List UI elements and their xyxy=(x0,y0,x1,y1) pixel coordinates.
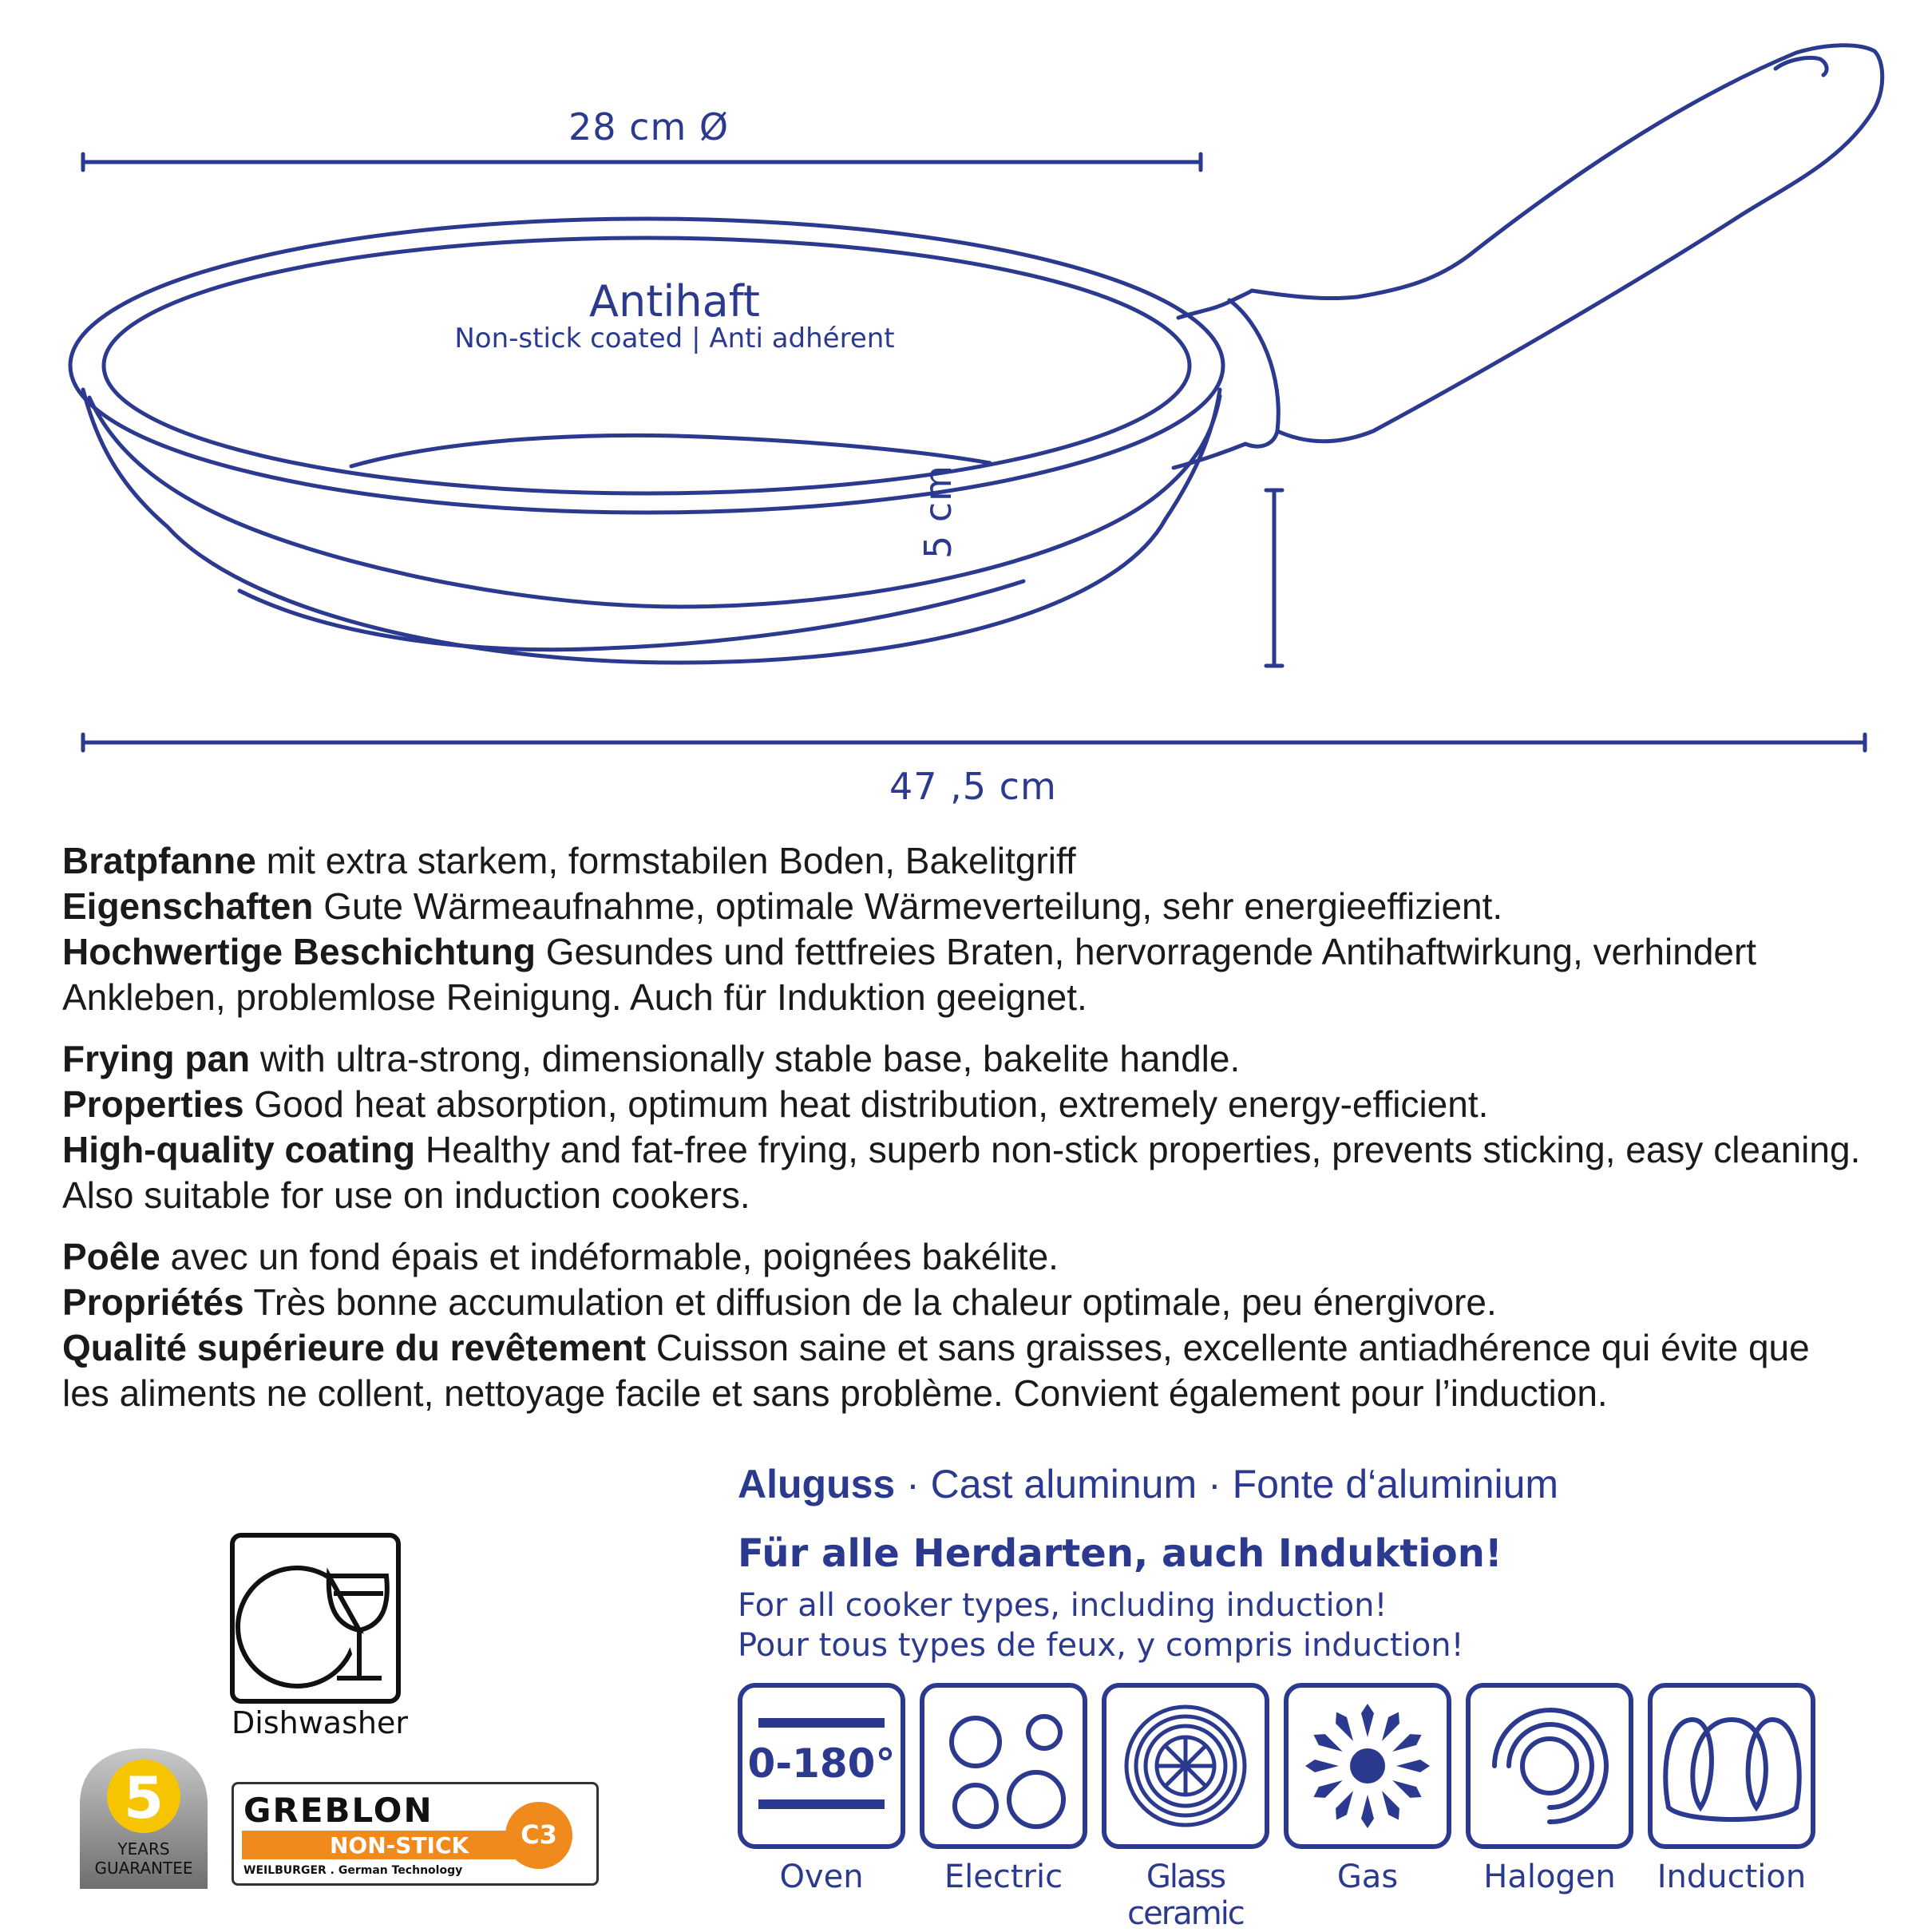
greblon-badge xyxy=(232,1782,599,1886)
coating-subtitle: Non-stick coated | Anti adhérent xyxy=(454,323,895,354)
description-line: Propriétés Très bonne accumulation et diffusion de la chaleur optimale, peu énergivore. xyxy=(62,1281,1497,1323)
stove-label-electric: Electric xyxy=(944,1859,1063,1895)
stove-label-induction: Induction xyxy=(1657,1859,1807,1895)
halogen-icon xyxy=(1466,1683,1633,1849)
material-line: Aluguss · Cast aluminum · Fonte d‘aluminium xyxy=(738,1462,1559,1506)
stove-label-gas: Gas xyxy=(1336,1859,1399,1895)
glass-ceramic-icon xyxy=(1102,1683,1269,1849)
description-line: Eigenschaften Gute Wärmeaufnahme, optimale Wärmeverteilung, sehr energieeffizient. xyxy=(62,885,1503,927)
greblon-footer: WEILBURGER . German Technology xyxy=(243,1864,463,1877)
diameter-label: 28 cm Ø xyxy=(568,105,730,148)
pan-handle xyxy=(1174,46,1882,468)
oven-icon xyxy=(738,1683,905,1849)
diameter-line xyxy=(83,154,1201,170)
description-line: High-quality coating Healthy and fat-free frying, superb non-stick properties, prevents sticking, easy cleaning. Also suitable for use on induction cookers. xyxy=(62,1129,1861,1216)
description-line: Bratpfanne mit extra starkem, formstabilen Boden, Bakelitgriff xyxy=(62,840,1076,881)
description-line: Hochwertige Beschichtung Gesundes und fettfreies Braten, hervorragende Antihaftwirkung, verhindert Ankleben, problemlose Reinigung. Auch für Induktion geeignet. xyxy=(62,931,1757,1018)
guarantee-label: GUARANTEE xyxy=(94,1859,193,1878)
greblon-brand: GREBLON xyxy=(243,1791,433,1830)
guarantee-years: 5 xyxy=(123,1764,164,1831)
electric-icon xyxy=(920,1683,1087,1849)
coating-title: Antihaft xyxy=(589,276,760,327)
pan-diagram xyxy=(0,0,1916,830)
oven-temp: 0-180° xyxy=(747,1740,896,1787)
stove-label-oven: Oven xyxy=(779,1859,864,1895)
stove-label-halogen: Halogen xyxy=(1483,1859,1616,1895)
cookers-line-fr: Pour tous types de feux, y compris induction! xyxy=(738,1627,1464,1664)
greblon-grade: C3 xyxy=(521,1819,557,1850)
description-line: Qualité supérieure du revêtement Cuisson saine et sans graisses, excellente antiadhérence qui évite que les aliments ne collent, nettoyage facile et sans problème. Convient également pour l’induction. xyxy=(62,1327,1810,1414)
length-line xyxy=(83,734,1865,750)
description-line: Frying pan with ultra-strong, dimensionally stable base, bakelite handle. xyxy=(62,1038,1241,1079)
description-line: Poêle avec un fond épais et indéformable, poignées bakélite. xyxy=(62,1236,1059,1277)
height-line xyxy=(1266,490,1282,666)
gas-icon xyxy=(1284,1683,1451,1849)
description-fr xyxy=(62,1234,1867,1416)
description-line: Properties Good heat absorption, optimum heat distribution, extremely energy-efficient. xyxy=(62,1083,1489,1125)
guarantee-badge xyxy=(80,1748,208,1889)
length-label: 47 ,5 cm xyxy=(889,765,1057,808)
stove-label-glass-ceramic: Glass ceramic xyxy=(1127,1859,1244,1932)
guarantee-years-label: YEARS xyxy=(117,1839,170,1859)
description-de xyxy=(62,838,1867,1020)
induction-icon xyxy=(1648,1683,1815,1849)
height-label: 5 cm xyxy=(916,465,960,559)
dishwasher-label: Dishwasher xyxy=(232,1705,408,1740)
cookers-line-en: For all cooker types, including induction! xyxy=(738,1587,1388,1624)
dishwasher-icon xyxy=(230,1533,401,1704)
cookers-heading: Für alle Herdarten, auch Induktion! xyxy=(738,1531,1502,1576)
description-en xyxy=(62,1036,1867,1218)
greblon-nonstick: NON-STICK xyxy=(330,1832,469,1859)
